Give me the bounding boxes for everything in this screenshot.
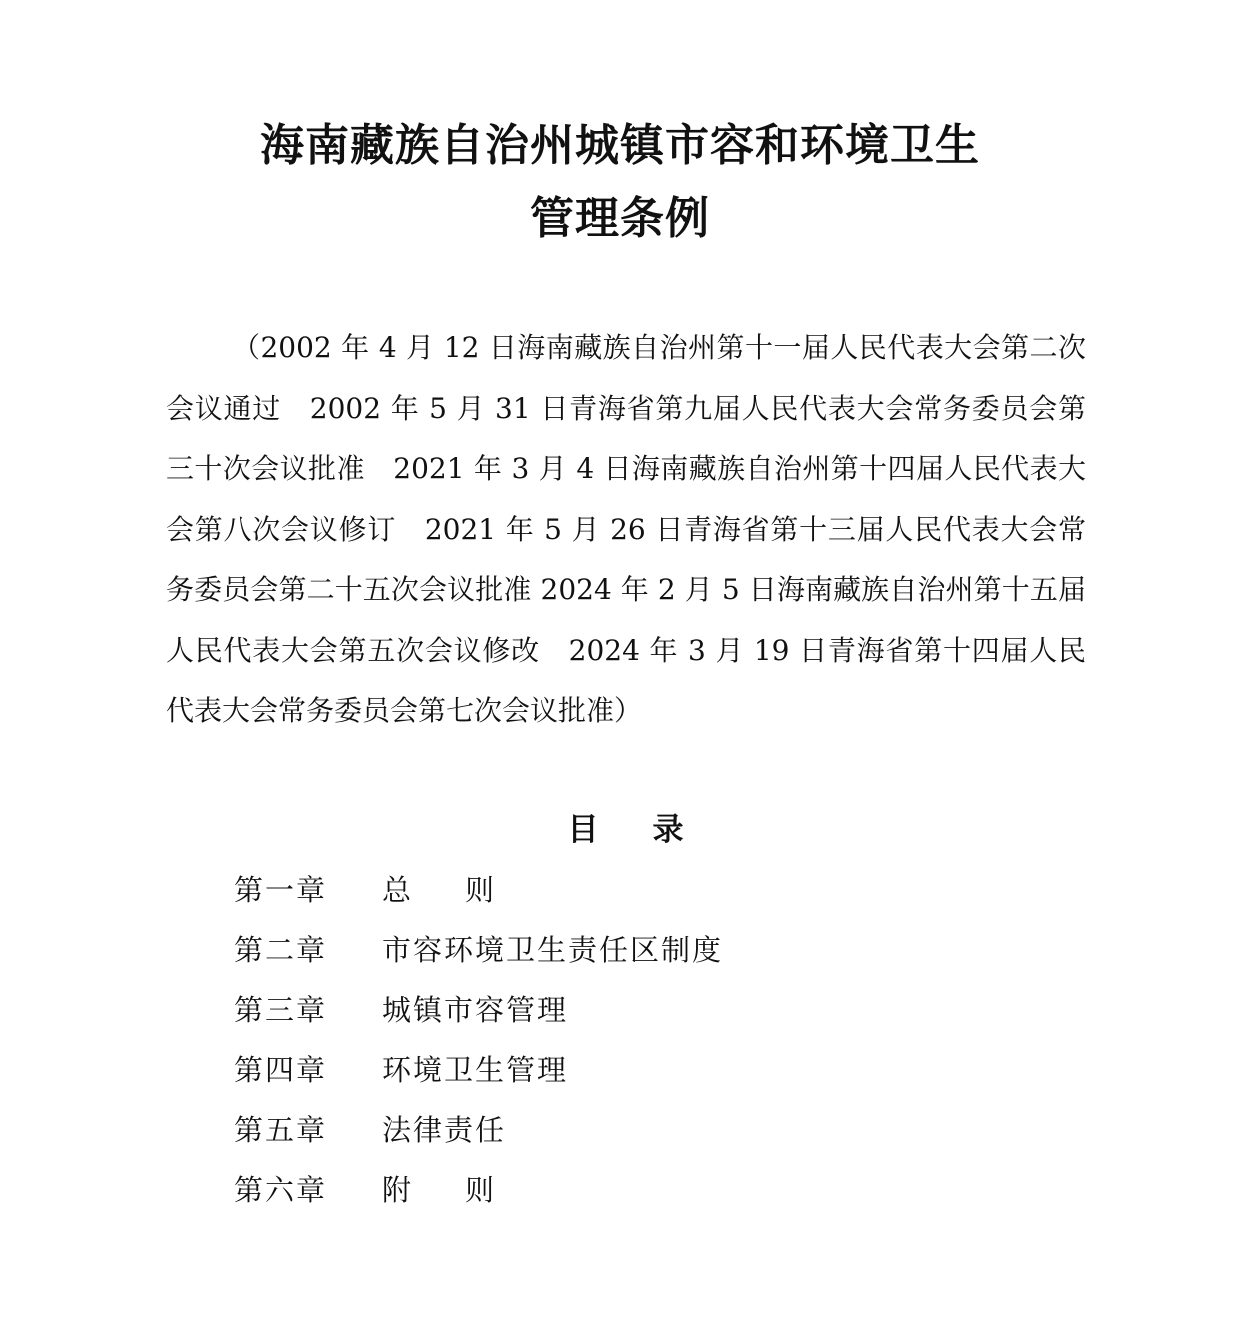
document-title-line-2: 管理条例	[530, 193, 710, 244]
toc-item	[234, 1100, 723, 1160]
toc-chapter-name: 法律责任	[382, 1113, 507, 1147]
toc-chapter-number: 第三章	[234, 993, 328, 1027]
legislative-history: （2002 年 4 月 12 日海南藏族自治州第十一届人民代表大会第二次会议通过 2002 年 5 月 31 日青海省第九届人民代表大会常务委员会第三十次会议批准 2021 年 3 月 4 日海南藏族自治州第十四届人民代表大会第八次会议修订 2021 年 5 月 26 日青海省第十三届人民代表大会常务委员会第二十五次会议批准 2024 年 2 月 5 日海南藏族自治州第十五届人民代表大会第五次会议修改 2024 年 3 月 19 日青海省第十四届人民代表大会常务委员会第七次会议批准）	[166, 331, 1086, 727]
document-title-line-1: 海南藏族自治州城镇市容和环境卫生	[260, 120, 980, 171]
toc-item	[234, 1040, 723, 1100]
toc-heading-char-2: 录	[652, 812, 686, 848]
toc-item	[234, 860, 723, 920]
toc-item	[234, 920, 723, 980]
toc-chapter-number: 第一章	[234, 873, 328, 907]
toc-chapter-name: 环境卫生管理	[382, 1053, 569, 1087]
toc-chapter-number: 第六章	[234, 1173, 328, 1207]
toc-chapter-number: 第四章	[234, 1053, 328, 1087]
toc-chapter-name: 附则	[382, 1173, 549, 1207]
toc-chapter-number: 第五章	[234, 1113, 328, 1147]
toc-item	[234, 1160, 723, 1220]
toc-item	[234, 980, 723, 1040]
toc-chapter-name: 市容环境卫生责任区制度	[382, 933, 724, 967]
table-of-contents	[234, 860, 723, 1220]
toc-chapter-name: 总则	[382, 873, 549, 907]
toc-heading	[0, 802, 1240, 858]
toc-chapter-number: 第二章	[234, 933, 328, 967]
toc-heading-char-1: 目	[567, 812, 601, 848]
toc-chapter-name: 城镇市容管理	[382, 993, 569, 1027]
